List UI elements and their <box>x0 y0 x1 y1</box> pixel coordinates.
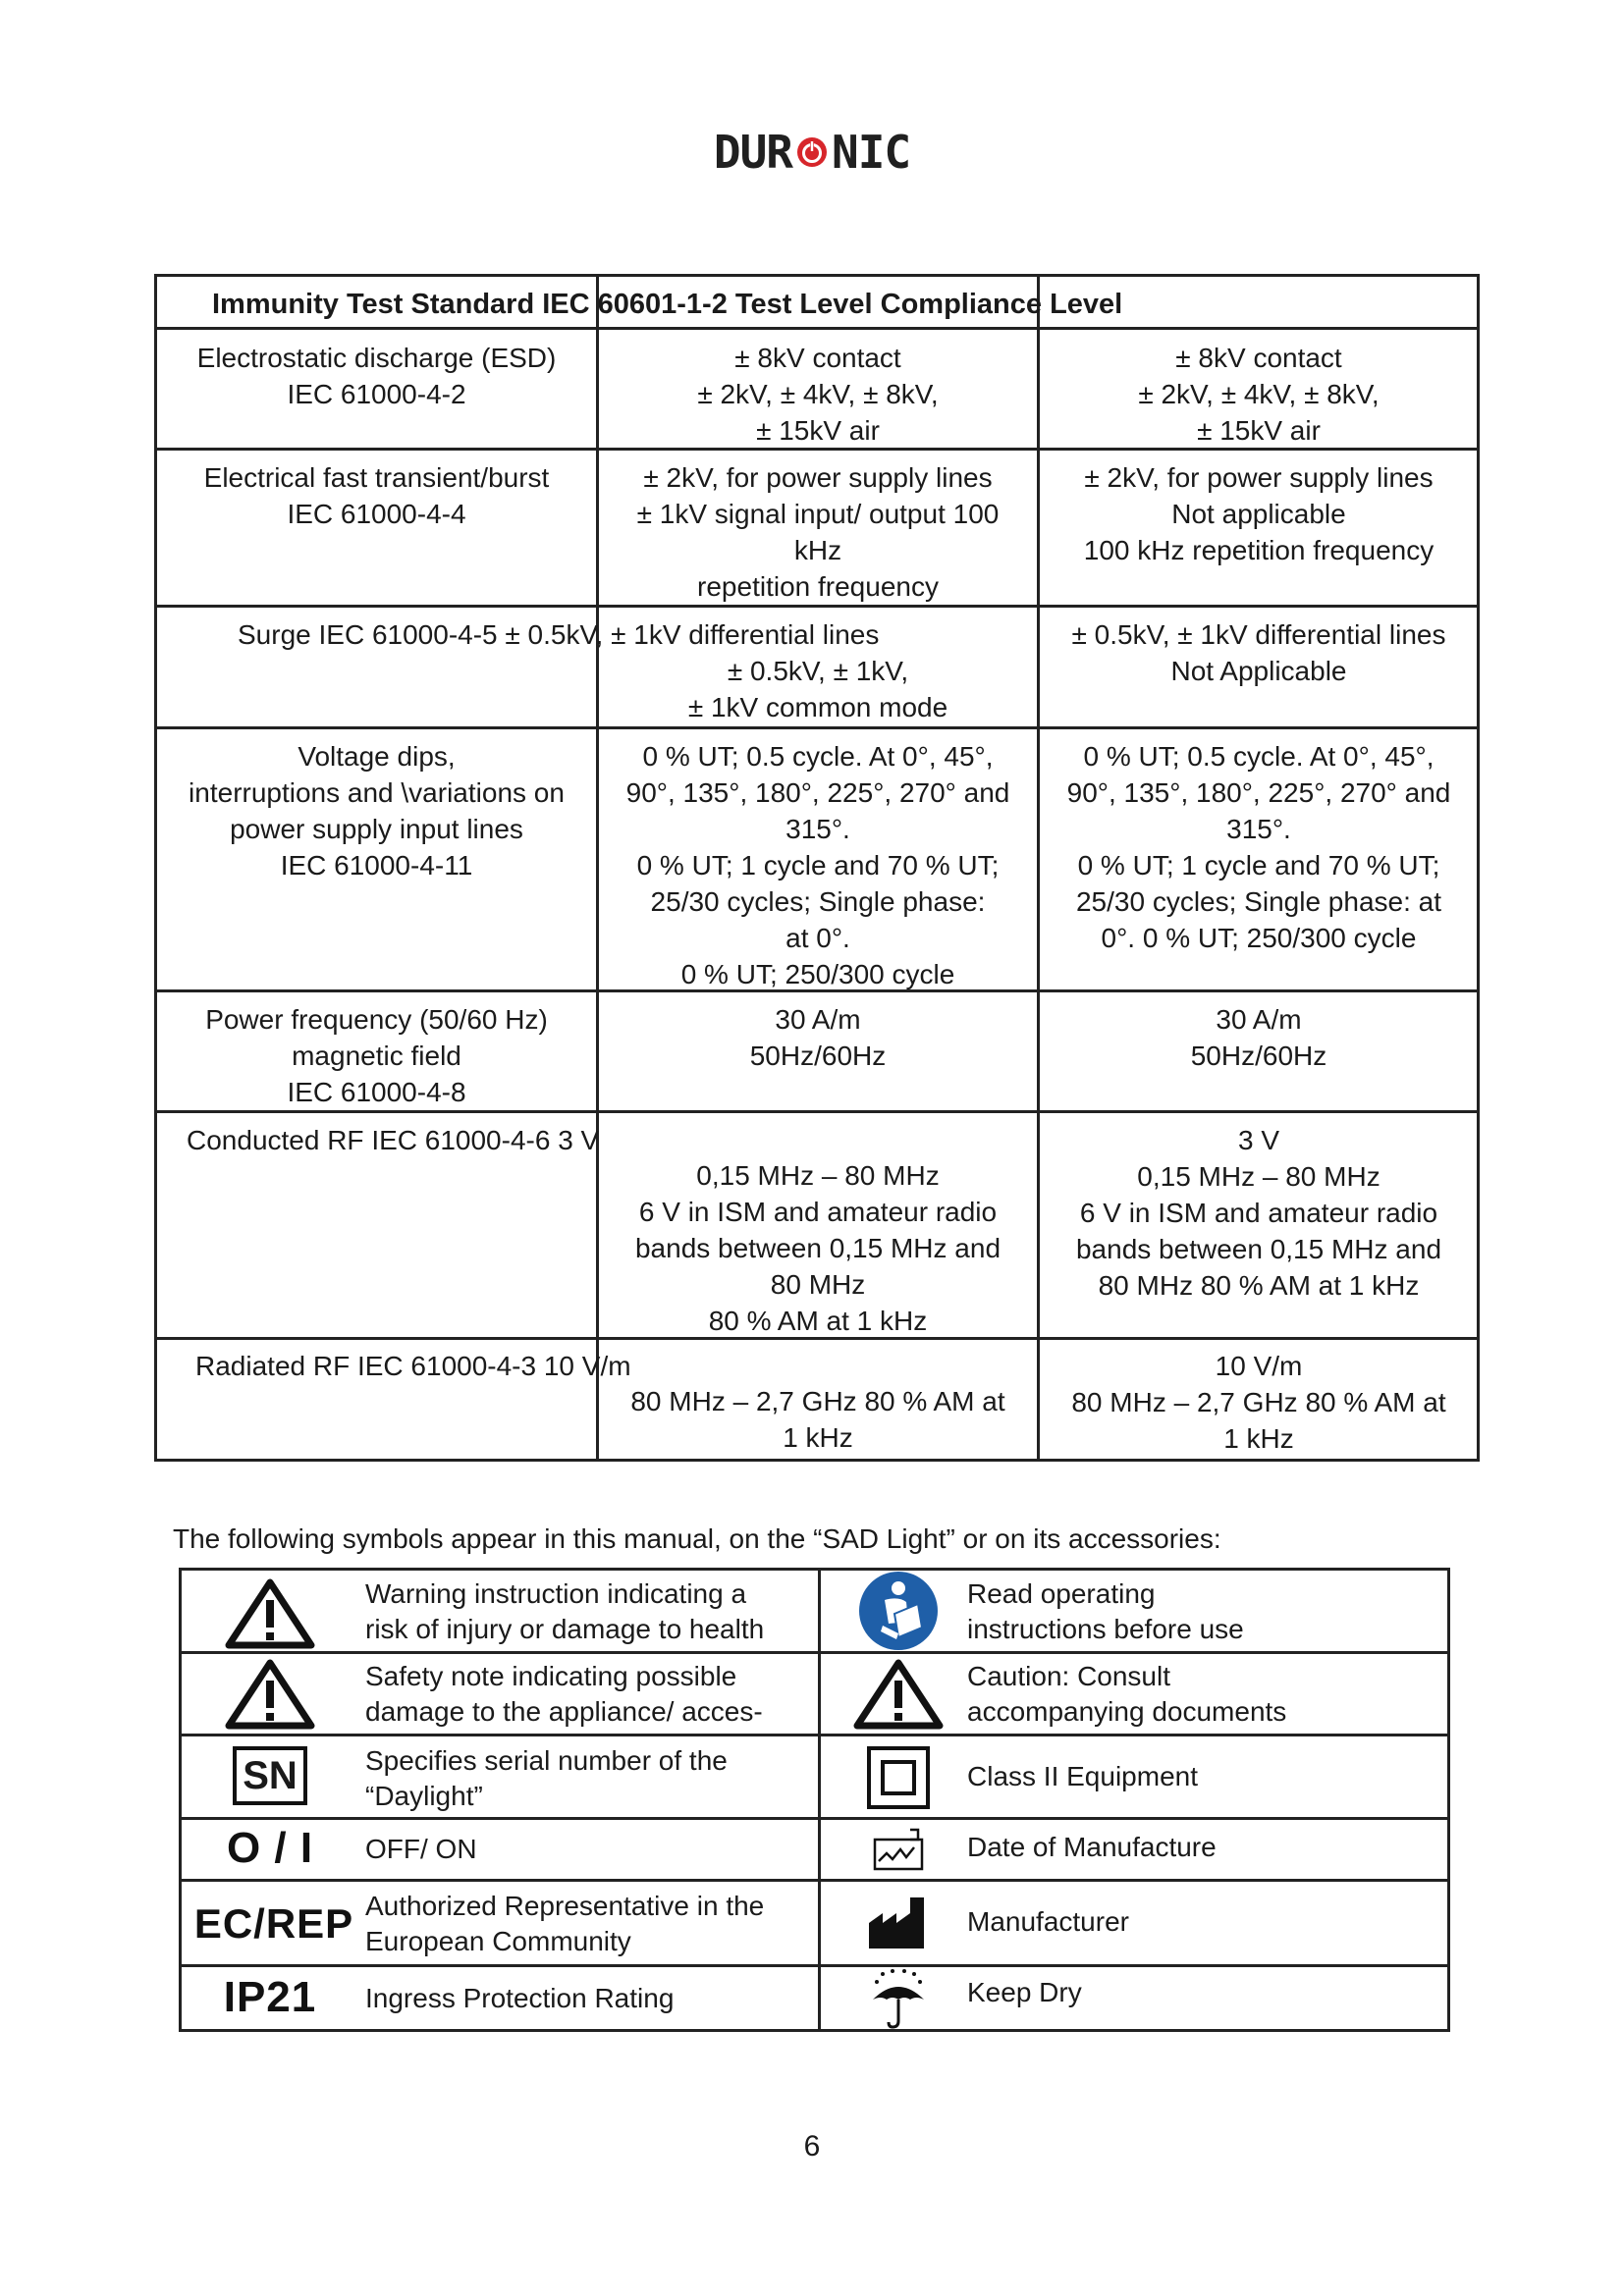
safety-note-description: Safety note indicating possible damage to the appliance/ acces- <box>365 1661 763 1727</box>
row-voltage-dips-standard: Voltage dips, interruptions and \variations on power supply input lines IEC 61000-4-11 <box>189 741 565 881</box>
table-header: Immunity Test Standard IEC 60601-1-2 Test Level Compliance Level <box>212 289 1123 320</box>
serial-number-description: Specifies serial number of the “Daylight” <box>365 1745 728 1811</box>
serial-number-symbol: SN <box>231 1743 309 1808</box>
row-radiated-rf-compliance: 10 V/m 80 MHz – 2,7 GHz 80 % AM at 1 kHz <box>1071 1351 1446 1454</box>
row-surge-test-level: ± 0.5kV, ± 1kV, ± 1kV common mode <box>687 656 948 722</box>
power-logo-icon <box>795 135 829 169</box>
read-manual-description: Read operating instructions before use <box>967 1578 1244 1644</box>
immunity-table <box>154 274 1480 1462</box>
warning-triangle-icon <box>221 1576 319 1651</box>
off-on-symbol: O / I <box>226 1824 314 1872</box>
row-power-frequency-compliance: 30 A/m 50Hz/60Hz <box>1190 1004 1327 1071</box>
keep-dry-description: Keep Dry <box>967 1977 1082 2007</box>
row-esd-compliance: ± 8kV contact ± 2kV, ± 4kV, ± 8kV, ± 15kV air <box>1138 343 1380 446</box>
date-of-manufacture-icon <box>859 1822 938 1877</box>
brand-logo <box>0 126 1624 179</box>
ec-rep-description: Authorized Representative in the European Community <box>365 1891 765 1956</box>
manufacturer-description: Manufacturer <box>967 1906 1129 1937</box>
row-voltage-dips-compliance: 0 % UT; 0.5 cycle. At 0°, 45°, 90°, 135°, 180°, 225°, 270° and 315°. 0 % UT; 1 cycle and 70 % UT; 25/30 cycles; Single phase: at 0°. 0 % UT; 250/300 cycle <box>1066 741 1451 953</box>
row-surge-compliance: ± 0.5kV, ± 1kV differential lines Not Applicable <box>1071 619 1446 686</box>
row-power-frequency-test-level: 30 A/m 50Hz/60Hz <box>749 1004 887 1071</box>
manufacturer-icon <box>859 1885 938 1959</box>
row-eft-compliance: ± 2kV, for power supply lines Not applicable 100 kHz repetition frequency <box>1083 462 1435 565</box>
page-number: 6 <box>803 2130 821 2163</box>
row-esd-standard: Electrostatic discharge (ESD) IEC 61000-4-2 <box>196 343 557 409</box>
class-ii-description: Class II Equipment <box>967 1761 1198 1791</box>
ip21-symbol: IP21 <box>223 1973 317 2021</box>
row-conducted-rf-test-level: 0,15 MHz – 80 MHz 6 V in ISM and amateur radio bands between 0,15 MHz and 80 MHz 80 % AM at 1 kHz <box>634 1160 1001 1336</box>
symbols-intro: The following symbols appear in this manual, on the “SAD Light” or on its accessories: <box>173 1523 1221 1554</box>
off-on-description: OFF/ ON <box>365 1834 477 1864</box>
row-esd-test-level: ± 8kV contact ± 2kV, ± 4kV, ± 8kV, ± 15kV air <box>697 343 939 446</box>
warning-description: Warning instruction indicating a risk of injury or damage to health <box>365 1578 765 1644</box>
row-conducted-rf-standard: Conducted RF IEC 61000-4-6 3 V <box>187 1125 600 1155</box>
caution-triangle-icon <box>849 1657 947 1732</box>
row-conducted-rf-compliance: 3 V 0,15 MHz – 80 MHz 6 V in ISM and amateur radio bands between 0,15 MHz and 80 MHz 80 % AM at 1 kHz <box>1075 1125 1442 1301</box>
ec-rep-symbol: EC/REP <box>193 1900 354 1947</box>
logo-text-start: DUR <box>713 126 792 179</box>
row-voltage-dips-test-level: 0 % UT; 0.5 cycle. At 0°, 45°, 90°, 135°, 180°, 225°, 270° and 315°. 0 % UT; 1 cycle and 70 % UT; 25/30 cycles; Single phase: at 0°. 0 % UT; 250/300 cycle <box>625 741 1010 989</box>
row-surge-standard: Surge IEC 61000-4-5 ± 0.5kV, ± 1kV differential lines <box>238 619 880 650</box>
safety-triangle-icon <box>221 1657 319 1732</box>
caution-description: Caution: Consult accompanying documents <box>967 1661 1287 1727</box>
row-power-frequency-standard: Power frequency (50/60 Hz) magnetic field IEC 61000-4-8 <box>205 1004 548 1107</box>
symbols-table <box>179 1568 1450 2032</box>
keep-dry-icon <box>859 1967 938 2030</box>
row-radiated-rf-standard: Radiated RF IEC 61000-4-3 10 V/m <box>195 1351 631 1381</box>
date-of-manufacture-description: Date of Manufacture <box>967 1832 1217 1862</box>
logo-text-end: NIC <box>832 126 911 179</box>
row-eft-test-level: ± 2kV, for power supply lines ± 1kV signal input/ output 100 kHz repetition frequency <box>636 462 1000 602</box>
row-radiated-rf-test-level: 80 MHz – 2,7 GHz 80 % AM at 1 kHz <box>630 1386 1005 1453</box>
row-eft-standard: Electrical fast transient/burst IEC 61000-4-4 <box>203 462 550 529</box>
class-ii-icon <box>859 1741 938 1814</box>
ip21-description: Ingress Protection Rating <box>365 1983 675 2013</box>
read-manual-icon <box>849 1571 947 1651</box>
